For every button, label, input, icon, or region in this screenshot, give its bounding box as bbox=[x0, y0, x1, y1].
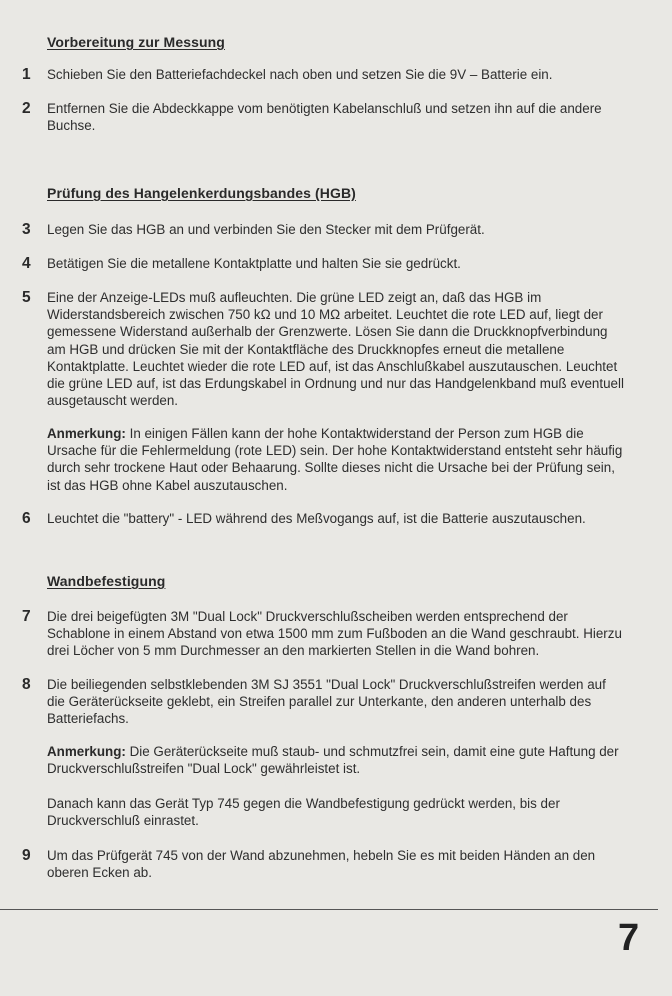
step-number: 8 bbox=[22, 676, 31, 693]
step-text: Die drei beigefügten 3M "Dual Lock" Druckverschlußscheiben werden entsprechend der Schablone in einem Abstand von etwa 1500 mm zum Fußboden an die Wand geschraubt. Hierzu drei Löcher von 5 mm Durchmesser an den markierten Stellen in die Wand bohren. bbox=[47, 609, 622, 659]
footer-rule bbox=[0, 909, 658, 910]
heading-mounting: Wandbefestigung bbox=[47, 573, 166, 589]
step-text: Leuchtet die "battery" - LED während des Meßvogangs auf, ist die Batterie auszutauschen. bbox=[47, 511, 586, 526]
heading-preparation: Vorbereitung zur Messung bbox=[47, 34, 225, 50]
step-number: 5 bbox=[22, 289, 31, 306]
step-text: Legen Sie das HGB an und verbinden Sie den Stecker mit dem Prüfgerät. bbox=[47, 222, 485, 237]
step-number: 4 bbox=[22, 255, 31, 272]
note-text: In einigen Fällen kann der hohe Kontaktwiderstand der Person zum HGB die Ursache für die Fehlermeldung (rote LED) sein. Der hohe Kontaktwiderstand entsteht sehr häufig durch sehr trockene Haut oder Behaarung. Sollte dieses nicht die Ursache bei der Prüfung sein, ist das HGB ohne Kabel auszutauschen. bbox=[47, 426, 623, 493]
note-test bbox=[47, 425, 627, 494]
note-text: Die Geräterückseite muß staub- und schmutzfrei sein, damit eine gute Haftung der Druckverschlußstreifen "Dual Lock" gewährleistet ist. bbox=[47, 744, 619, 777]
step-number: 1 bbox=[22, 66, 31, 83]
step-number: 9 bbox=[22, 847, 31, 864]
note-mounting bbox=[47, 743, 627, 777]
step-text: Eine der Anzeige-LEDs muß aufleuchten. Die grüne LED zeigt an, daß das HGB im Widerstandsbereich zwischen 750 kΩ und 10 MΩ arbeitet. Leuchtet die rote LED auf, liegt der gemessene Widerstand außerhalb der Grenzwerte. Lösen Sie dann die Druckknopfverbindung am HGB und drücken Sie mit der Kontaktfläche des Druckknopfes erneut die metallene Kontaktplatte. Leuchtet wieder die rote LED auf, ist das Anschlußkabel auszutauschen. Leuchtet die grüne LED auf, ist das Erdungskabel in Ordnung und nur das Handgelenkband muß eventuell ausgetauscht werden. bbox=[47, 290, 624, 409]
step-text: Schieben Sie den Batteriefachdeckel nach oben und setzen Sie die 9V – Batterie ein. bbox=[47, 67, 553, 82]
heading-test: Prüfung des Hangelenkerdungsbandes (HGB) bbox=[47, 185, 356, 201]
step-number: 2 bbox=[22, 100, 31, 117]
step-number: 7 bbox=[22, 608, 31, 625]
note-label: Anmerkung: bbox=[47, 744, 126, 759]
step-text: Betätigen Sie die metallene Kontaktplatte und halten Sie sie gedrückt. bbox=[47, 256, 461, 271]
mounting-followup: Danach kann das Gerät Typ 745 gegen die Wandbefestigung gedrückt werden, bis der Druckverschluß einrastet. bbox=[47, 796, 560, 829]
note-label: Anmerkung: bbox=[47, 426, 126, 441]
step-number: 3 bbox=[22, 221, 31, 238]
step-text: Entfernen Sie die Abdeckkappe vom benötigten Kabelanschluß und setzen ihn auf die andere Buchse. bbox=[47, 101, 602, 134]
step-text: Die beiliegenden selbstklebenden 3M SJ 3551 "Dual Lock" Druckverschlußstreifen werden auf die Geräterückseite geklebt, ein Streifen parallel zur Unterkante, den anderen unterhalb des Batteriefachs. bbox=[47, 677, 606, 727]
step-number: 6 bbox=[22, 510, 31, 527]
step-text: Um das Prüfgerät 745 von der Wand abzunehmen, hebeln Sie es mit beiden Händen an den oberen Ecken ab. bbox=[47, 848, 596, 881]
page-number: 7 bbox=[618, 917, 640, 959]
